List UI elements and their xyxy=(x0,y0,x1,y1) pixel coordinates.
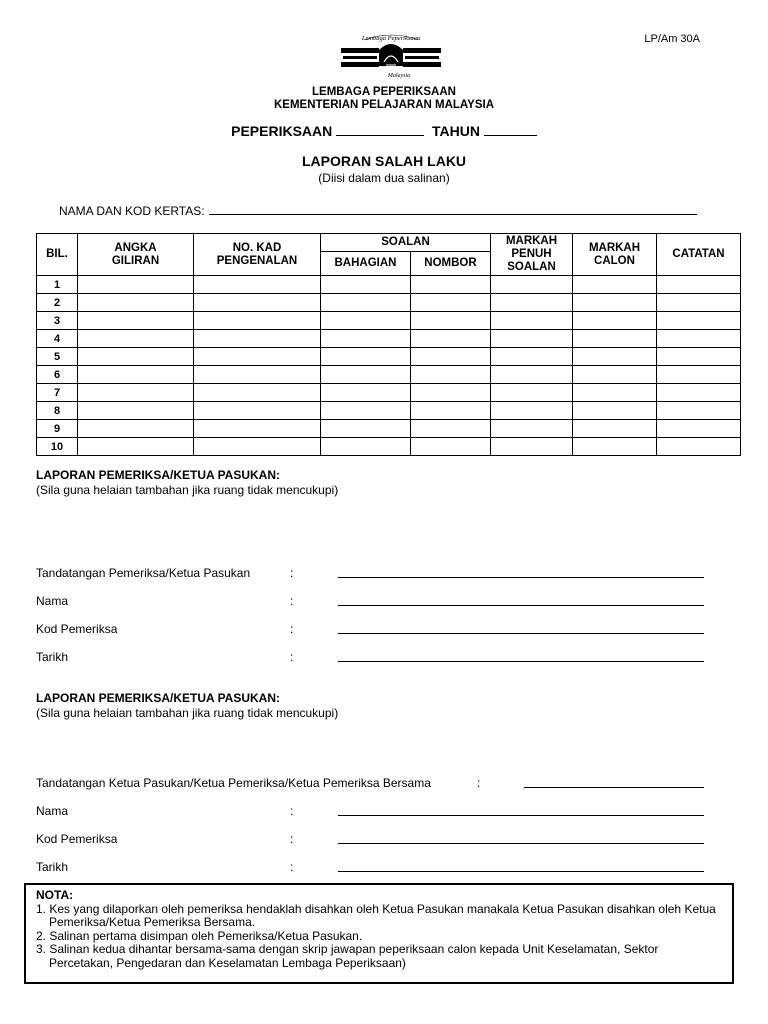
field-label: Tarikh xyxy=(36,860,69,874)
table-cell[interactable] xyxy=(491,348,573,366)
table-cell[interactable] xyxy=(411,384,491,402)
field-label: Tandatangan Pemeriksa/Ketua Pasukan xyxy=(36,566,251,580)
table-cell[interactable] xyxy=(194,384,321,402)
table-cell[interactable] xyxy=(194,312,321,330)
table-cell[interactable] xyxy=(78,294,194,312)
table-row xyxy=(37,312,741,330)
field-blank[interactable] xyxy=(338,661,704,662)
section2-signature-field[interactable]: Tandatangan Ketua Pasukan/Ketua Pemeriksa/Ketua Pemeriksa Bersama : xyxy=(36,776,740,792)
row-number: 8 xyxy=(37,402,78,420)
section1-examiner-code-field[interactable]: Kod Pemeriksa : xyxy=(36,622,740,638)
table-cell[interactable] xyxy=(657,402,741,420)
table-cell[interactable] xyxy=(573,402,657,420)
col-soalan: SOALAN xyxy=(321,234,491,252)
table-cell[interactable] xyxy=(78,402,194,420)
row-number: 3 xyxy=(37,312,78,330)
table-cell[interactable] xyxy=(78,420,194,438)
table-cell[interactable] xyxy=(657,438,741,456)
table-cell[interactable] xyxy=(321,330,411,348)
field-blank[interactable] xyxy=(338,843,704,844)
table-cell[interactable] xyxy=(321,312,411,330)
field-blank[interactable] xyxy=(338,577,704,578)
table-cell[interactable] xyxy=(78,366,194,384)
table-cell[interactable] xyxy=(491,276,573,294)
exam-blank[interactable] xyxy=(336,124,424,136)
note-item: 2. Salinan pertama disimpan oleh Pemeriksa/Ketua Pasukan. xyxy=(36,928,363,943)
table-cell[interactable] xyxy=(411,294,491,312)
notes-box xyxy=(24,883,734,984)
field-blank[interactable] xyxy=(338,633,704,634)
table-cell[interactable] xyxy=(573,366,657,384)
field-label: Tarikh xyxy=(36,650,69,664)
table-cell[interactable] xyxy=(321,276,411,294)
form-subtitle: (Diisi dalam dua salinan) xyxy=(318,171,450,185)
table-cell[interactable] xyxy=(491,330,573,348)
section1-date-field[interactable]: Tarikh : xyxy=(36,650,740,666)
table-cell[interactable] xyxy=(194,402,321,420)
row-number: 2 xyxy=(37,294,78,312)
svg-text:Lembaga Peperiksaan: Lembaga Peperiksaan xyxy=(361,35,421,42)
table-cell[interactable] xyxy=(491,294,573,312)
table-row xyxy=(37,366,741,384)
section1-signature-field[interactable]: Tandatangan Pemeriksa/Ketua Pasukan : xyxy=(36,566,740,582)
table-cell[interactable] xyxy=(411,438,491,456)
table-cell[interactable] xyxy=(321,438,411,456)
table-cell[interactable] xyxy=(411,348,491,366)
field-blank[interactable] xyxy=(338,815,704,816)
section2-date-field[interactable]: Tarikh : xyxy=(36,860,740,876)
svg-text:Malaysia: Malaysia xyxy=(387,73,411,79)
field-label: Nama xyxy=(36,594,69,608)
section2-examiner-code-field[interactable]: Kod Pemeriksa : xyxy=(36,832,740,848)
col-markah-penuh-soalan: MARKAH PENUH SOALAN xyxy=(491,234,573,276)
form-code: LP/Am 30A xyxy=(644,33,700,45)
section1-note: (Sila guna helaian tambahan jika ruang tidak mencukupi) xyxy=(36,483,339,497)
year-blank[interactable] xyxy=(484,124,537,136)
table-cell[interactable] xyxy=(78,276,194,294)
table-cell[interactable] xyxy=(411,276,491,294)
table-cell[interactable] xyxy=(657,330,741,348)
table-cell[interactable] xyxy=(194,366,321,384)
col-catatan: CATATAN xyxy=(657,234,741,276)
row-number: 10 xyxy=(37,438,78,456)
field-label: Kod Pemeriksa xyxy=(36,832,118,846)
table-cell[interactable] xyxy=(321,294,411,312)
note-item: 1. Kes yang dilaporkan oleh pemeriksa hendaklah disahkan oleh Ketua Pasukan manakala Ketua Pasukan disahkan oleh Ketua Pemeriksa/Ketua Pemeriksa Bersama. xyxy=(36,901,716,929)
organization-heading xyxy=(0,86,768,112)
org-name: LEMBAGA PEPERIKSAAN xyxy=(312,86,456,98)
table-cell[interactable] xyxy=(78,330,194,348)
table-cell[interactable] xyxy=(657,420,741,438)
exam-year-line xyxy=(0,123,768,139)
table-cell[interactable] xyxy=(194,294,321,312)
table-cell[interactable] xyxy=(78,438,194,456)
table-cell[interactable] xyxy=(411,312,491,330)
paper-name-blank[interactable] xyxy=(209,205,697,215)
table-cell[interactable] xyxy=(194,438,321,456)
table-cell[interactable] xyxy=(657,312,741,330)
table-cell[interactable] xyxy=(194,330,321,348)
table-cell[interactable] xyxy=(657,366,741,384)
table-cell[interactable] xyxy=(573,420,657,438)
table-cell[interactable] xyxy=(491,366,573,384)
table-cell[interactable] xyxy=(657,384,741,402)
table-cell[interactable] xyxy=(321,384,411,402)
notes-heading: NOTA: xyxy=(36,888,74,902)
exam-label: PEPERIKSAAN xyxy=(231,123,333,139)
table-cell[interactable] xyxy=(411,366,491,384)
field-blank[interactable] xyxy=(338,871,704,872)
field-label: Nama xyxy=(36,804,69,818)
ministry-name: KEMENTERIAN PELAJARAN MALAYSIA xyxy=(273,99,494,111)
misconduct-table xyxy=(36,233,741,456)
row-number: 7 xyxy=(37,384,78,402)
table-cell[interactable] xyxy=(411,402,491,420)
table-cell[interactable] xyxy=(194,420,321,438)
table-cell[interactable] xyxy=(657,276,741,294)
table-cell[interactable] xyxy=(194,276,321,294)
table-row xyxy=(37,330,741,348)
field-blank[interactable] xyxy=(338,605,704,606)
section1-heading: LAPORAN PEMERIKSA/KETUA PASUKAN: xyxy=(36,468,281,482)
table-cell[interactable] xyxy=(321,420,411,438)
section1-name-field[interactable]: Nama : xyxy=(36,594,740,610)
table-cell[interactable] xyxy=(657,348,741,366)
table-cell[interactable] xyxy=(78,348,194,366)
year-label: TAHUN xyxy=(432,123,480,139)
field-label: Tandatangan Ketua Pasukan/Ketua Pemeriksa/Ketua Pemeriksa Bersama xyxy=(36,776,431,790)
table-cell[interactable] xyxy=(194,348,321,366)
lembaga-peperiksaan-emblem-icon xyxy=(339,32,443,80)
table-cell[interactable] xyxy=(78,312,194,330)
table-cell[interactable] xyxy=(573,438,657,456)
table-row xyxy=(37,402,741,420)
note-item: 3. Salinan kedua dihantar bersama-sama dengan skrip jawapan peperiksaan calon kepada Unit Keselamatan, Sektor Percetakan, Pengedaran dan Keselamatan Lembaga Peperiksaan) xyxy=(36,942,659,970)
row-number: 1 xyxy=(37,276,78,294)
row-number: 9 xyxy=(37,420,78,438)
table-cell[interactable] xyxy=(491,384,573,402)
col-bahagian: BAHAGIAN xyxy=(321,252,411,276)
col-nombor: NOMBOR xyxy=(411,252,491,276)
table-cell[interactable] xyxy=(573,384,657,402)
table-row xyxy=(37,384,741,402)
table-cell[interactable] xyxy=(573,330,657,348)
table-cell[interactable] xyxy=(491,312,573,330)
form-title: LAPORAN SALAH LAKU xyxy=(301,153,467,169)
row-number: 4 xyxy=(37,330,78,348)
table-row xyxy=(37,294,741,312)
table-row xyxy=(37,276,741,294)
paper-label: NAMA DAN KOD KERTAS: xyxy=(59,204,205,218)
field-blank[interactable] xyxy=(524,787,704,788)
table-cell[interactable] xyxy=(411,330,491,348)
notes-list xyxy=(36,903,722,971)
col-angka-giliran: ANGKA GILIRAN xyxy=(78,234,194,276)
field-label: Kod Pemeriksa xyxy=(36,622,118,636)
table-row xyxy=(37,348,741,366)
table-cell[interactable] xyxy=(321,348,411,366)
col-no-kad-pengenalan: NO. KAD PENGENALAN xyxy=(194,234,321,276)
table-cell[interactable] xyxy=(573,294,657,312)
table-cell[interactable] xyxy=(491,420,573,438)
section2-name-field[interactable]: Nama : xyxy=(36,804,740,820)
table-cell[interactable] xyxy=(491,438,573,456)
row-number: 6 xyxy=(37,366,78,384)
table-cell[interactable] xyxy=(573,312,657,330)
table-cell[interactable] xyxy=(321,402,411,420)
table-row xyxy=(37,438,741,456)
section2-note: (Sila guna helaian tambahan jika ruang tidak mencukupi) xyxy=(36,706,339,720)
table-cell[interactable] xyxy=(491,402,573,420)
col-bil: BIL. xyxy=(37,234,78,276)
paper-name-code-line xyxy=(59,204,697,218)
section2-heading: LAPORAN PEMERIKSA/KETUA PASUKAN: xyxy=(36,691,281,705)
col-markah-calon: MARKAH CALON xyxy=(573,234,657,276)
table-cell[interactable] xyxy=(411,420,491,438)
table-row xyxy=(37,420,741,438)
table-cell[interactable] xyxy=(573,348,657,366)
table-cell[interactable] xyxy=(321,366,411,384)
table-cell[interactable] xyxy=(657,294,741,312)
table-cell[interactable] xyxy=(78,384,194,402)
table-cell[interactable] xyxy=(573,276,657,294)
row-number: 5 xyxy=(37,348,78,366)
